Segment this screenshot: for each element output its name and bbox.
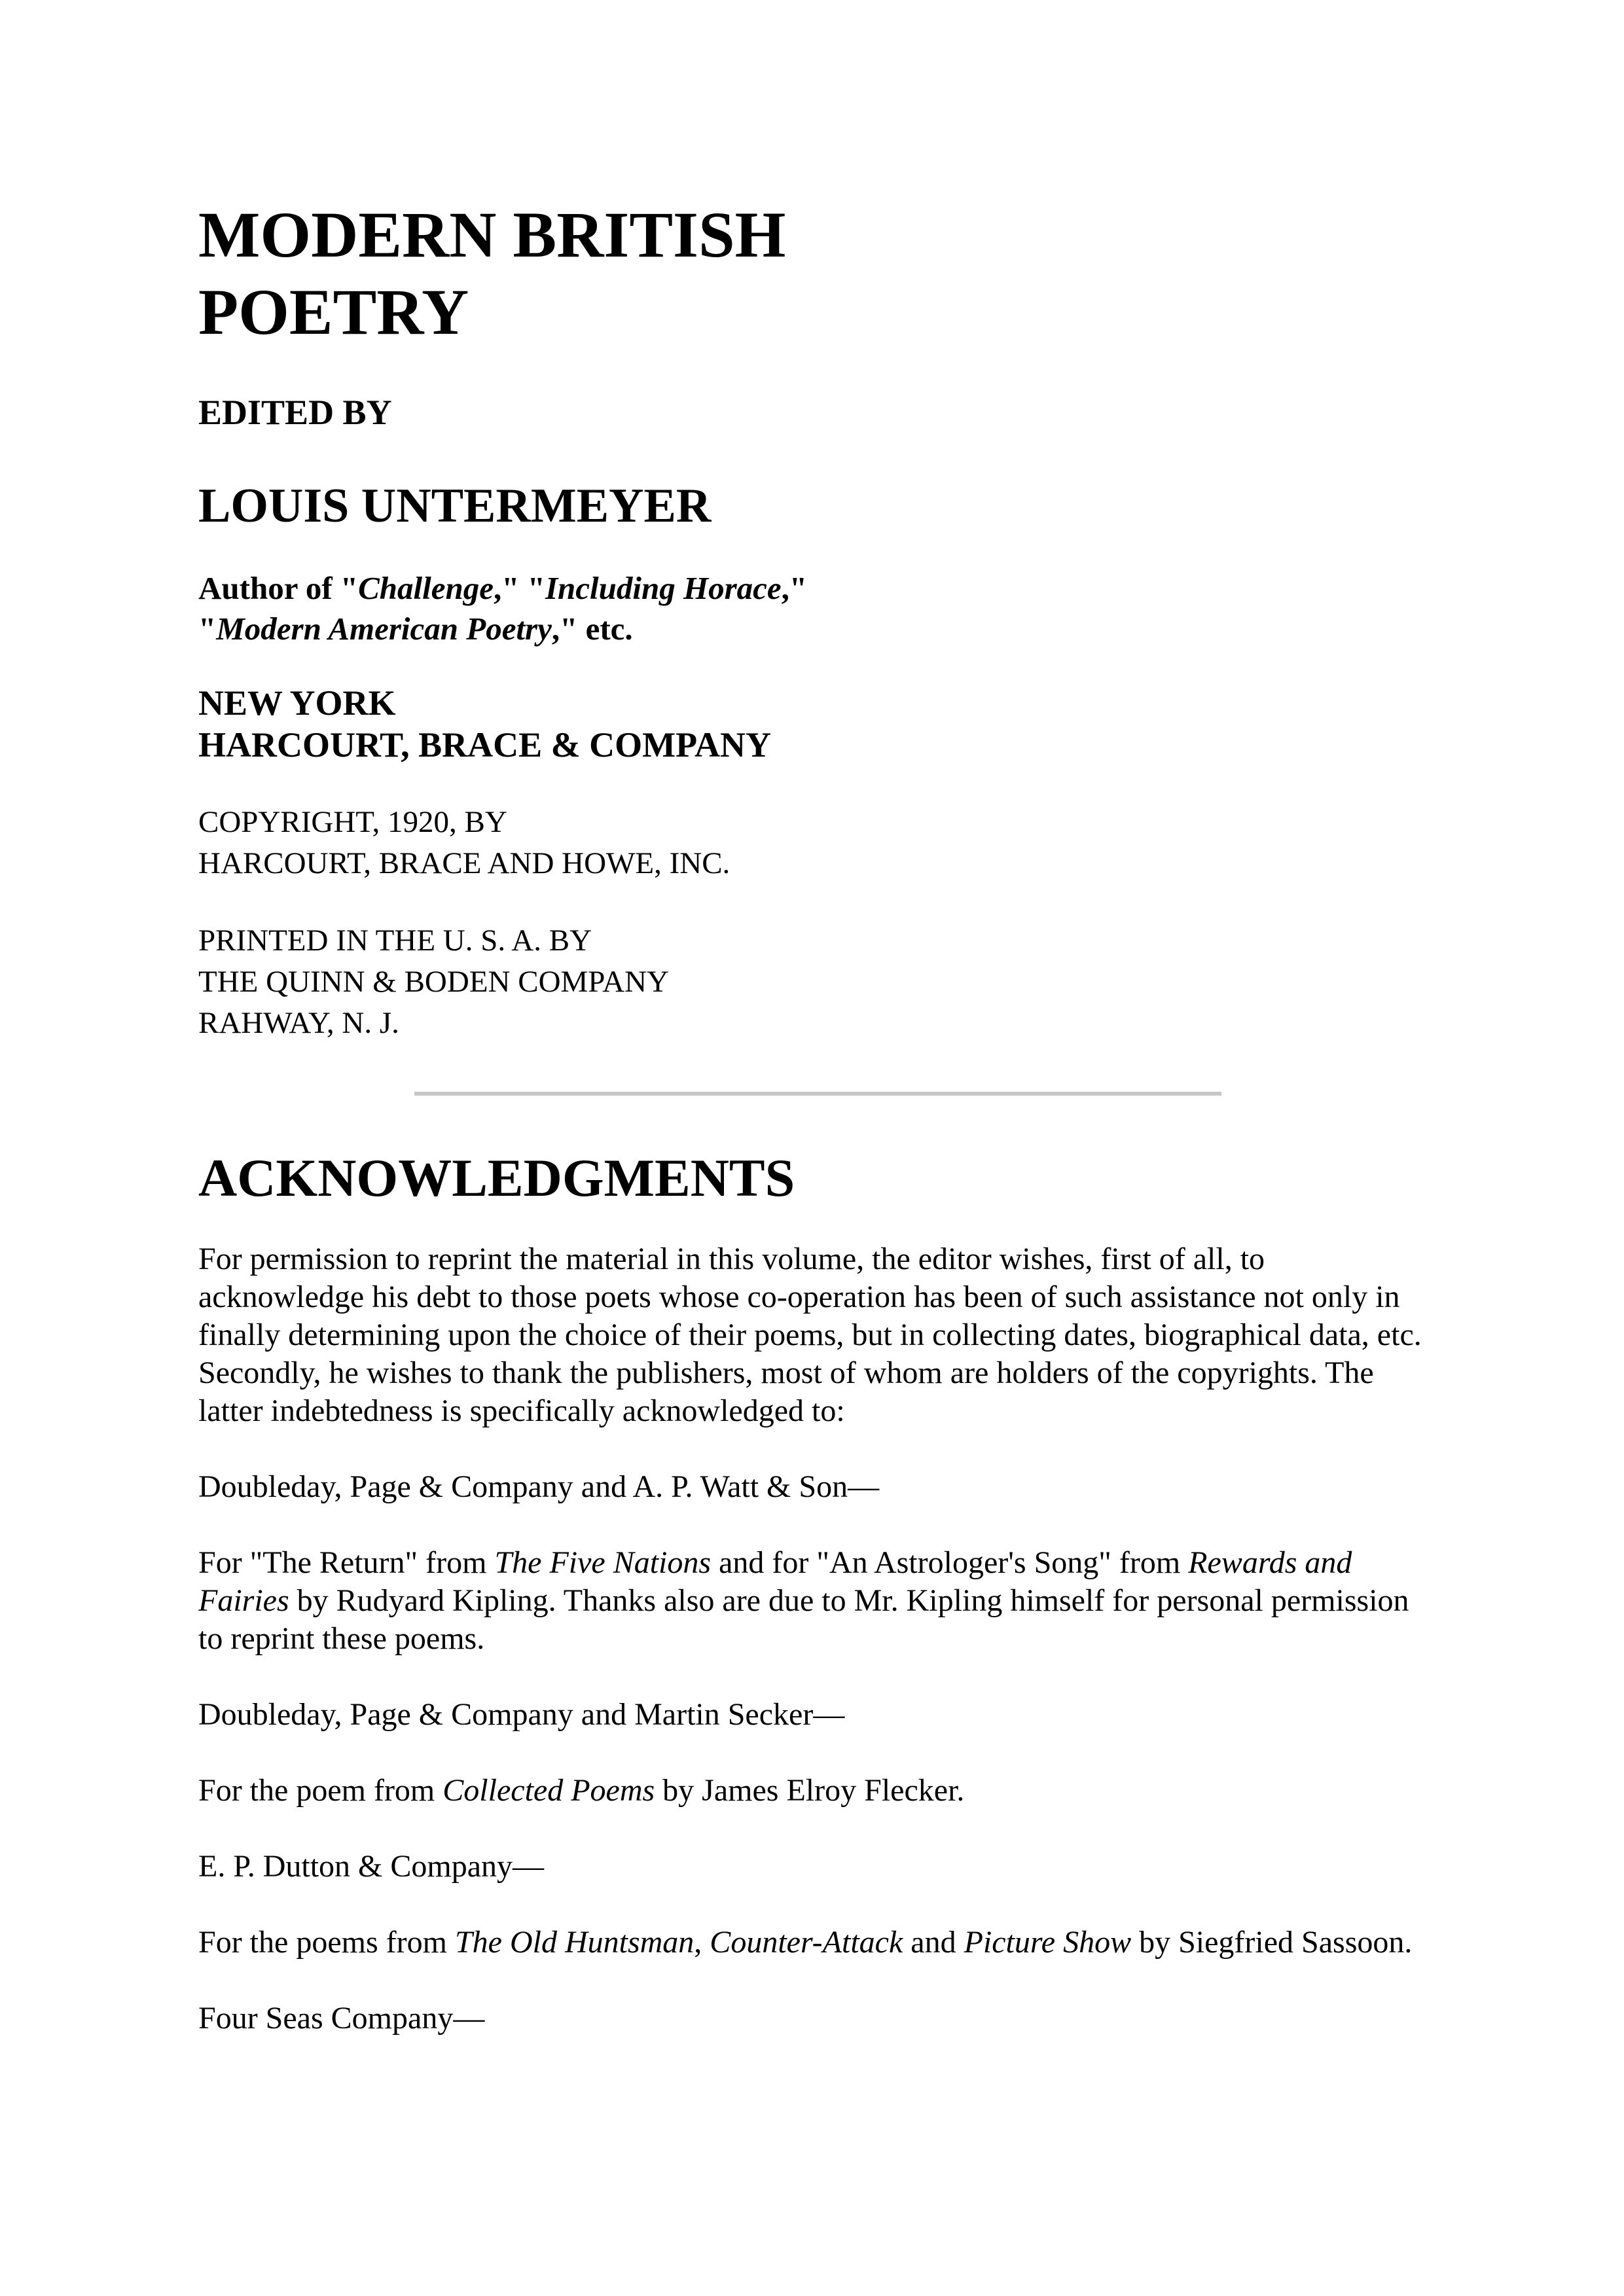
ack-publisher-dutton: E. P. Dutton & Company—: [198, 1849, 545, 1884]
publisher-name: HARCOURT, BRACE & COMPANY: [198, 725, 772, 764]
book-title-line2: POETRY: [198, 276, 469, 348]
work-counter-attack: Counter-Attack: [710, 1925, 903, 1960]
book-title: [198, 196, 853, 351]
author-of-line: Author of "Challenge," "Including Horace," "Modern American Poetry," etc.: [198, 570, 808, 647]
printer-line2: THE QUINN & BODEN COMPANY: [198, 965, 669, 999]
title-page: [198, 196, 1442, 1044]
ack-sassoon-paragraph: For the poems from The Old Huntsman, Counter-Attack and Picture Show by Siegfried Sassoon.: [198, 1925, 1413, 1960]
acknowledgments-body: [198, 1240, 1429, 2075]
book-title-line1: MODERN BRITISH: [198, 198, 786, 271]
publisher-block: [198, 682, 1442, 766]
ack-flecker-paragraph: For the poem from Collected Poems by James Elroy Flecker.: [198, 1773, 965, 1808]
copyright-block: [198, 802, 1442, 884]
printer-line3: RAHWAY, N. J.: [198, 1006, 399, 1040]
ack-intro-paragraph: For permission to reprint the material in this volume, the editor wishes, first of all, to acknowledge his debt to those poets whose co-operation has been of such assistance not only in finally determining upon the choice of their poems, but in collecting dates, biographical data, etc. Secondly, he wishes to thank the publishers, most of whom are holders of the copyrights. The latter indebtedness is specifically acknowledged to:: [198, 1242, 1422, 1428]
work-collected-poems: Collected Poems: [442, 1773, 655, 1808]
printer-line1: PRINTED IN THE U. S. A. BY: [198, 924, 592, 958]
copyright-line2: HARCOURT, BRACE AND HOWE, INC.: [198, 846, 731, 880]
copyright-line1: COPYRIGHT, 1920, BY: [198, 805, 507, 839]
ack-publisher-doubleday-watt: Doubleday, Page & Company and A. P. Watt & Son—: [198, 1469, 880, 1504]
ack-publisher-doubleday-secker: Doubleday, Page & Company and Martin Secker—: [198, 1697, 845, 1732]
edited-by-label: EDITED BY: [198, 393, 392, 432]
work-old-huntsman: The Old Huntsman: [454, 1925, 695, 1960]
ack-publisher-four-seas: Four Seas Company—: [198, 2001, 485, 2036]
work-challenge: Challenge: [358, 570, 494, 606]
work-picture-show: Picture Show: [964, 1925, 1132, 1960]
acknowledgments-heading: ACKNOWLEDGMENTS: [198, 1148, 795, 1208]
printer-block: [198, 920, 1442, 1044]
work-including-horace: Including Horace: [545, 570, 782, 606]
publisher-city: NEW YORK: [198, 683, 396, 723]
work-modern-american-poetry: Modern American Poetry: [216, 611, 552, 647]
ack-kipling-paragraph: For "The Return" from The Five Nations and for "An Astrologer's Song" from Rewards and Fairies by Rudyard Kipling. Thanks also are due to Mr. Kipling himself for personal permission to reprint these poems.: [198, 1545, 1409, 1656]
editor-name: LOUIS UNTERMEYER: [198, 479, 712, 533]
section-divider: [414, 1092, 1221, 1096]
work-five-nations: The Five Nations: [494, 1545, 712, 1580]
work-rewards-and-fairies: Rewards and Fairies: [198, 1545, 1352, 1618]
